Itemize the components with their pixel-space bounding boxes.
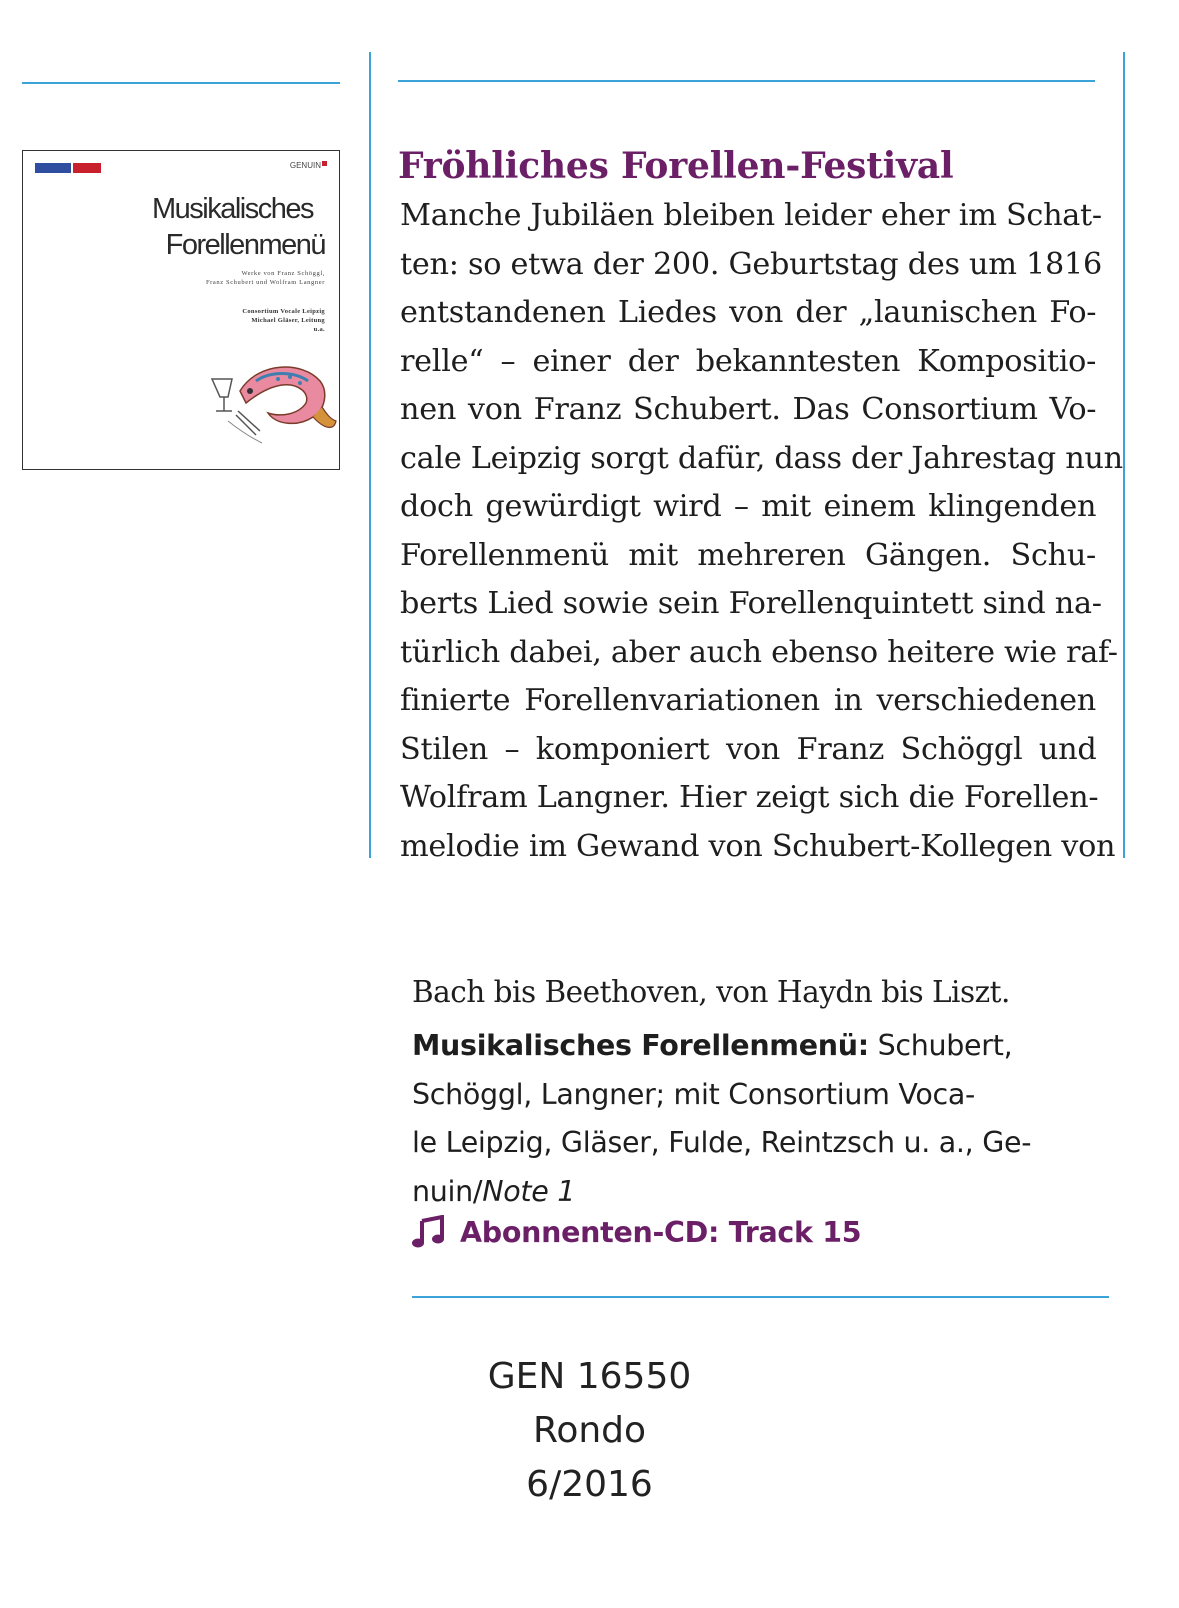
cover-title-line2: Forellenmenü <box>165 229 325 261</box>
body-line: relle“ – einer der bekanntesten Kompositio- <box>400 343 1097 379</box>
cover-title-line1: Musikalisches <box>152 193 313 225</box>
body-line: cale Leipzig sorgt dafür, dass der Jahrestag nun <box>400 440 1123 476</box>
bottom-rule <box>412 1296 1109 1298</box>
album-info-line4: nuin/Note 1 <box>412 1174 576 1208</box>
article-body <box>400 192 1123 871</box>
top-rule-right <box>398 80 1095 82</box>
article-continuation: Bach bis Beethoven, von Haydn bis Liszt. <box>412 975 1010 1009</box>
album-title: Musikalisches Forellenmenü: <box>412 1029 869 1062</box>
magazine-name: Rondo <box>532 1410 647 1451</box>
body-line: ten: so etwa der 200. Geburtstag des um 1816 <box>400 246 1102 282</box>
body-line: berts Lied sowie sein Forellenquintett sind na- <box>400 586 1102 621</box>
top-rule-left <box>22 82 340 84</box>
article-headline: Fröhliches Forellen-Festival <box>398 145 954 187</box>
album-info-line3: le Leipzig, Gläser, Fulde, Reintzsch u. a., Ge- <box>412 1126 1032 1159</box>
body-line: türlich dabei, aber auch ebenso heitere wie raf- <box>400 634 1118 670</box>
column-divider-left <box>369 52 371 858</box>
album-info-line1: Musikalisches Forellenmenü: Schubert, <box>412 1029 1013 1062</box>
genuin-logo: GENUIN <box>290 161 327 170</box>
body-line: nen von Franz Schubert. Das Consortium Vo- <box>400 392 1097 427</box>
body-line: Stilen – komponiert von Franz Schöggl und <box>400 731 1097 767</box>
catalog-number: GEN 16550 <box>487 1356 692 1397</box>
trout-illustration-icon <box>198 351 338 451</box>
cover-works: Werke von Franz Schöggl, Franz Schubert und Wolfram Langner <box>205 270 325 286</box>
body-line: finierte Forellenvariationen in verschiedenen <box>400 683 1096 718</box>
body-line: Wolfram Langner. Hier zeigt sich die Forellen- <box>400 780 1099 815</box>
body-line: melodie im Gewand von Schubert-Kollegen von <box>400 828 1116 864</box>
album-info <box>412 1022 1072 1216</box>
subscriber-cd-track <box>412 1215 861 1249</box>
body-line: Forellenmenü mit mehreren Gängen. Schu- <box>400 537 1096 573</box>
body-line: Manche Jubiläen bleiben leider eher im Schat- <box>400 198 1102 233</box>
cd-cover <box>22 150 340 470</box>
column-divider-right <box>1123 52 1125 858</box>
music-note-icon <box>412 1215 446 1249</box>
issue-number: 6/2016 <box>526 1464 653 1505</box>
cover-performers: Consortium Vocale Leipzig Michael Gläser, Leitung u.a. <box>242 308 325 333</box>
body-line: entstandenen Liedes von der „launischen Fo- <box>400 295 1097 330</box>
cd-track-label: Abonnenten-CD: Track 15 <box>460 1215 862 1249</box>
body-line: doch gewürdigt wird – mit einem klingenden <box>400 489 1097 524</box>
cover-logo-bar <box>35 163 101 173</box>
album-info-line2: Schöggl, Langner; mit Consortium Voca- <box>412 1077 975 1111</box>
